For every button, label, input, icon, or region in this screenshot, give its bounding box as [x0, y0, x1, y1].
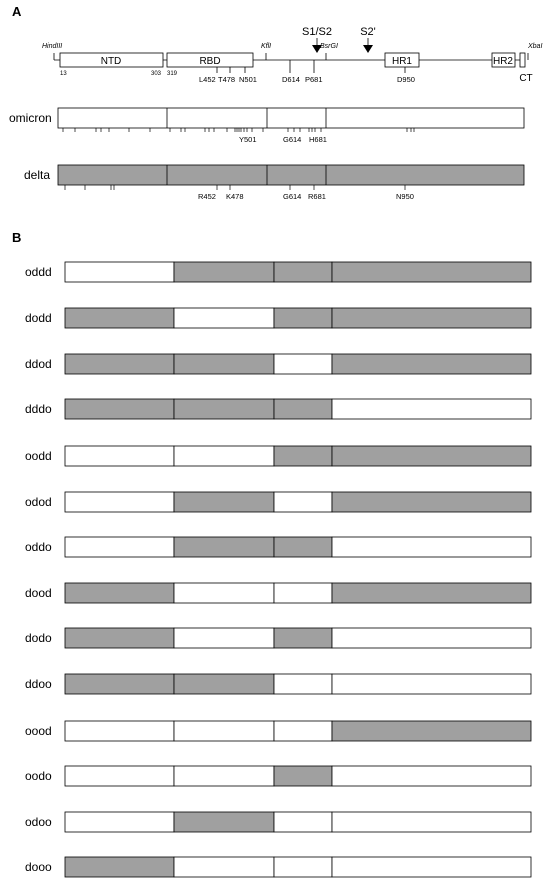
chimera-segment-4: [332, 766, 531, 786]
chimera-row: [25, 857, 531, 877]
chimera-row: [25, 446, 531, 466]
chimera-segment-4: [332, 721, 531, 741]
chimera-segment-2: [174, 766, 274, 786]
chimera-row: [25, 537, 531, 557]
chimera-label: oodd: [25, 449, 52, 463]
chimera-segment-3: [274, 812, 332, 832]
delta-mutation-n950: N950: [396, 192, 414, 201]
delta-bar-body: [58, 165, 524, 185]
chimera-segment-1: [65, 399, 174, 419]
chimera-label: oddd: [25, 265, 52, 279]
chimera-label: dodo: [25, 631, 52, 645]
spike-map: [54, 38, 528, 73]
delta-mutation-g614: G614: [283, 192, 302, 201]
map-mutation-n501: N501: [239, 75, 257, 84]
panel-a-letter: A: [12, 4, 22, 19]
omicron-mutation-ticks: [63, 128, 414, 132]
panel-b-letter: B: [12, 230, 22, 245]
chimera-segment-4: [332, 446, 531, 466]
map-mutation-t478: T478: [218, 75, 236, 84]
delta-label: delta: [24, 168, 51, 182]
kfl-label: KflI: [261, 43, 272, 50]
chimera-segment-3: [274, 446, 332, 466]
chimera-segment-1: [65, 492, 174, 512]
chimera-row: [25, 674, 531, 694]
chimera-segment-4: [332, 537, 531, 557]
chimera-segment-3: [274, 308, 332, 328]
chimera-segment-3: [274, 583, 332, 603]
chimera-row: [25, 583, 531, 603]
map-mutation-d614: D614: [282, 75, 300, 84]
chimera-segment-3: [274, 857, 332, 877]
chimera-segment-3: [274, 399, 332, 419]
chimera-segment-1: [65, 537, 174, 557]
residue-13: 13: [60, 71, 67, 77]
chimera-segment-4: [332, 354, 531, 374]
map-mutation-p681: P681: [305, 75, 323, 84]
delta-bar: [58, 165, 524, 185]
chimera-label: oood: [25, 724, 52, 738]
residue-319: 319: [167, 71, 178, 77]
residue-303: 303: [151, 71, 162, 77]
chimera-row: [25, 354, 531, 374]
chimera-row: [25, 308, 531, 328]
chimera-segment-1: [65, 308, 174, 328]
chimera-segment-2: [174, 721, 274, 741]
chimera-row: [25, 262, 531, 282]
chimera-segment-3: [274, 628, 332, 648]
map-mutation-d950: D950: [397, 75, 415, 84]
chimera-row: [25, 628, 531, 648]
chimera-segment-2: [174, 628, 274, 648]
omicron-mutation-g614: G614: [283, 135, 302, 144]
delta-mutation-k478: K478: [226, 192, 244, 201]
chimera-segment-2: [174, 492, 274, 512]
chimera-segment-2: [174, 399, 274, 419]
chimera-segment-1: [65, 674, 174, 694]
chimera-segment-4: [332, 262, 531, 282]
chimera-segment-1: [65, 857, 174, 877]
chimera-segment-1: [65, 354, 174, 374]
chimera-segment-4: [332, 628, 531, 648]
chimera-segment-3: [274, 354, 332, 374]
chimera-segment-1: [65, 628, 174, 648]
chimera-segment-2: [174, 446, 274, 466]
chimera-label: dodd: [25, 311, 52, 325]
ntd-label: NTD: [100, 56, 122, 67]
chimera-segment-2: [174, 537, 274, 557]
chimera-segment-1: [65, 262, 174, 282]
delta-mutation-ticks: [65, 185, 405, 190]
hr1-label: HR1: [391, 56, 413, 67]
chimera-segment-4: [332, 492, 531, 512]
ct-label: CT: [519, 73, 533, 84]
chimera-label: ddod: [25, 357, 52, 371]
s2p-arrow-icon: [363, 45, 373, 53]
chimera-label: dddo: [25, 402, 52, 416]
chimera-label: oodo: [25, 769, 52, 783]
chimera-segment-3: [274, 537, 332, 557]
chimera-row: [25, 721, 531, 741]
omicron-bar-body: [58, 108, 524, 128]
chimera-label: dooo: [25, 860, 52, 874]
chimera-segment-3: [274, 766, 332, 786]
chimera-segment-2: [174, 812, 274, 832]
chimera-label: odod: [25, 495, 52, 509]
hind-label: HindIII: [42, 43, 63, 50]
chimera-segment-4: [332, 583, 531, 603]
chimera-label: dood: [25, 586, 52, 600]
chimera-row: [25, 766, 531, 786]
omicron-bar: [58, 108, 524, 128]
chimera-row: [25, 812, 531, 832]
ct-box: [520, 53, 525, 67]
s1s2-label: S1/S2: [302, 26, 332, 38]
chimera-segment-3: [274, 492, 332, 512]
chimera-segment-3: [274, 721, 332, 741]
rbd-label: RBD: [199, 56, 221, 67]
bsr-label: BsrGI: [320, 43, 338, 50]
chimera-segment-1: [65, 446, 174, 466]
s2p-label: S2': [360, 26, 376, 38]
omicron-mutation-h681: H681: [309, 135, 327, 144]
chimera-segment-4: [332, 812, 531, 832]
map-mutation-l452: L452: [199, 75, 216, 84]
chimera-label: ddoo: [25, 677, 52, 691]
chimera-segment-3: [274, 262, 332, 282]
chimera-segment-3: [274, 674, 332, 694]
chimera-segment-2: [174, 857, 274, 877]
chimera-segment-4: [332, 308, 531, 328]
xba-label: XbaI: [528, 43, 543, 50]
chimera-segment-2: [174, 308, 274, 328]
chimera-segment-1: [65, 721, 174, 741]
chimera-segment-1: [65, 583, 174, 603]
chimera-segment-4: [332, 399, 531, 419]
chimera-segment-1: [65, 766, 174, 786]
omicron-mutation-y501: Y501: [239, 135, 257, 144]
chimera-segment-4: [332, 674, 531, 694]
delta-mutation-r681: R681: [308, 192, 326, 201]
chimera-row: [25, 492, 531, 512]
chimera-segment-1: [65, 812, 174, 832]
chimera-rows: [25, 262, 531, 877]
chimera-segment-2: [174, 674, 274, 694]
chimera-segment-2: [174, 583, 274, 603]
chimera-label: oddo: [25, 540, 52, 554]
delta-mutation-r452: R452: [198, 192, 216, 201]
chimera-row: [25, 399, 531, 419]
omicron-label: omicron: [9, 111, 52, 125]
hr2-label: HR2: [492, 56, 514, 67]
chimera-segment-2: [174, 262, 274, 282]
chimera-segment-4: [332, 857, 531, 877]
chimera-label: odoo: [25, 815, 52, 829]
chimera-segment-2: [174, 354, 274, 374]
